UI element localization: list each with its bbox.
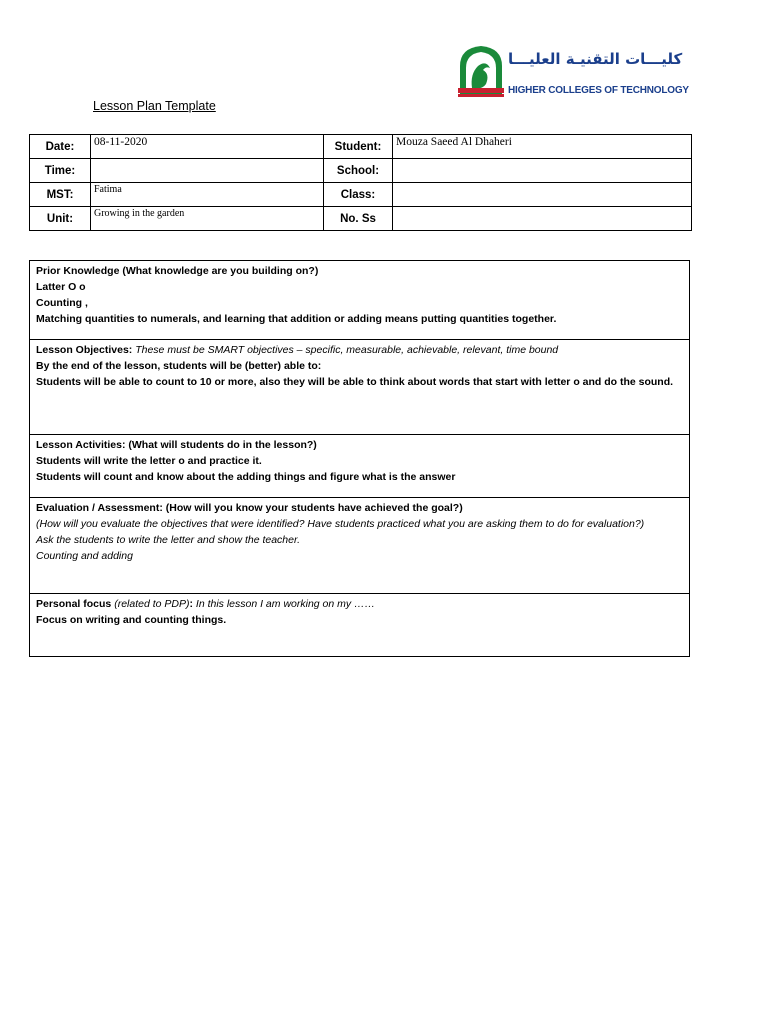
hct-crest-icon bbox=[456, 44, 506, 98]
personal-focus-line: Focus on writing and counting things. bbox=[36, 614, 227, 626]
logo-arabic-text: كليـــات التقنيـة العليـــا bbox=[508, 50, 683, 68]
lesson-activities-line: Students will count and know about the adding things and figure what is the answer bbox=[36, 471, 456, 483]
unit-field[interactable]: Growing in the garden bbox=[91, 207, 324, 231]
time-field[interactable] bbox=[91, 159, 324, 183]
lesson-objectives-section bbox=[30, 340, 689, 435]
mst-label: MST: bbox=[30, 183, 91, 207]
lesson-activities-section bbox=[30, 435, 689, 498]
evaluation-line: Ask the students to write the letter and show the teacher. bbox=[36, 534, 301, 546]
class-label: Class: bbox=[324, 183, 393, 207]
prior-knowledge-line: Matching quantities to numerals, and learning that addition or adding means putting quantities together. bbox=[36, 313, 557, 325]
personal-focus-section bbox=[30, 594, 689, 656]
prior-knowledge-section bbox=[30, 261, 689, 340]
personal-focus-heading: Personal focus bbox=[36, 598, 112, 610]
lesson-activities-line: Students will write the letter o and practice it. bbox=[36, 455, 262, 467]
table-row bbox=[30, 183, 692, 207]
lesson-objectives-heading: Lesson Objectives: bbox=[36, 344, 133, 356]
evaluation-heading: Evaluation / Assessment: (How will you know your students have achieved the goal?) bbox=[36, 502, 463, 514]
table-row bbox=[30, 159, 692, 183]
prior-knowledge-heading: Prior Knowledge (What knowledge are you building on?) bbox=[36, 265, 319, 277]
lesson-info-table bbox=[29, 134, 692, 231]
date-label: Date: bbox=[30, 135, 91, 159]
prior-knowledge-line: Latter O o bbox=[36, 281, 86, 293]
table-row bbox=[30, 135, 692, 159]
date-field[interactable]: 08-11-2020 bbox=[91, 135, 324, 159]
class-field[interactable] bbox=[393, 183, 692, 207]
lesson-objectives-line: Students will be able to count to 10 or more, also they will be able to think about words that start with letter o and do the sound. bbox=[36, 376, 674, 388]
student-label: Student: bbox=[324, 135, 393, 159]
lesson-objectives-note: These must be SMART objectives – specific, measurable, achievable, relevant, time bound bbox=[135, 344, 559, 356]
logo-english-text: HIGHER COLLEGES OF TECHNOLOGY bbox=[508, 85, 689, 96]
page-title: Lesson Plan Template bbox=[93, 99, 216, 113]
evaluation-line: Counting and adding bbox=[36, 550, 133, 562]
prior-knowledge-line: Counting , bbox=[36, 297, 88, 309]
lesson-plan-box bbox=[29, 260, 690, 657]
no-ss-field[interactable] bbox=[393, 207, 692, 231]
time-label: Time: bbox=[30, 159, 91, 183]
no-ss-label: No. Ss bbox=[324, 207, 393, 231]
evaluation-note: (How will you evaluate the objectives that were identified? Have students practiced what you are asking them to do for evaluation?) bbox=[36, 518, 645, 530]
unit-label: Unit: bbox=[30, 207, 91, 231]
lesson-activities-heading: Lesson Activities: (What will students do in the lesson?) bbox=[36, 439, 317, 451]
personal-focus-colon: : bbox=[189, 598, 193, 610]
school-field[interactable] bbox=[393, 159, 692, 183]
table-row bbox=[30, 207, 692, 231]
evaluation-section bbox=[30, 498, 689, 594]
hct-logo bbox=[456, 44, 689, 98]
student-field[interactable]: Mouza Saeed Al Dhaheri bbox=[393, 135, 692, 159]
school-label: School: bbox=[324, 159, 393, 183]
lesson-objectives-line: By the end of the lesson, students will be (better) able to: bbox=[36, 360, 322, 372]
mst-field[interactable]: Fatima bbox=[91, 183, 324, 207]
personal-focus-note: (related to PDP) bbox=[114, 598, 190, 610]
personal-focus-prompt: In this lesson I am working on my …… bbox=[192, 598, 376, 610]
